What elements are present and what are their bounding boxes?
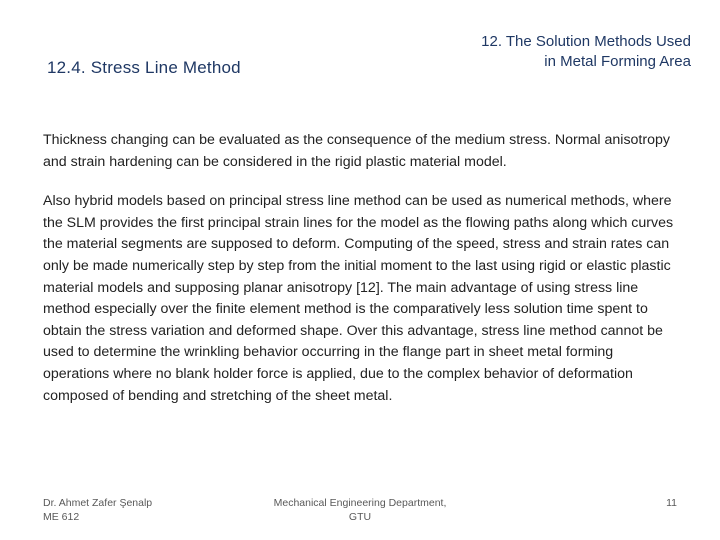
footer-department-block	[265, 496, 455, 524]
header-title	[391, 32, 691, 72]
paragraph-2: Also hybrid models based on principal stress line method can be used as numerical methods, where the SLM provides the first principal strain lines for the model as the flowing paths along which curves the material segments are supposed to deform. Computing of the speed, stress and strain rates can only be made numerically step by step from the initial moment to the last using rigid or elastic plastic material models and supposing planar anisotropy [12]. The main advantage of using stress line method especially over the finite element method is the comparatively less solution time spent to obtain the stress variation and deformed shape. Over this advantage, stress line method cannot be used to determine the wrinkling behavior occurring in the flange part in sheet metal forming operations where no blank holder force is applied, due to the complex behavior of deformation composed of bending and stretching of the sheet metal.	[43, 193, 674, 404]
paragraph-1: Thickness changing can be evaluated as the consequence of the medium stress. Normal anisotropy and strain hardening can be considered in the rigid plastic material model.	[43, 132, 670, 170]
footer-university: GTU	[348, 511, 372, 523]
footer-author: Dr. Ahmet Zafer Şenalp	[43, 497, 153, 509]
section-title: 12.4. Stress Line Method	[47, 58, 241, 77]
footer-department: Mechanical Engineering Department,	[273, 497, 447, 509]
body-text	[43, 130, 683, 425]
footer-author-block	[43, 496, 152, 524]
footer-course: ME 612	[43, 511, 80, 523]
header-title-line2: in Metal Forming Area	[544, 53, 691, 70]
header-title-line1: 12. The Solution Methods Used	[481, 33, 691, 50]
page-number: 11	[666, 497, 677, 509]
